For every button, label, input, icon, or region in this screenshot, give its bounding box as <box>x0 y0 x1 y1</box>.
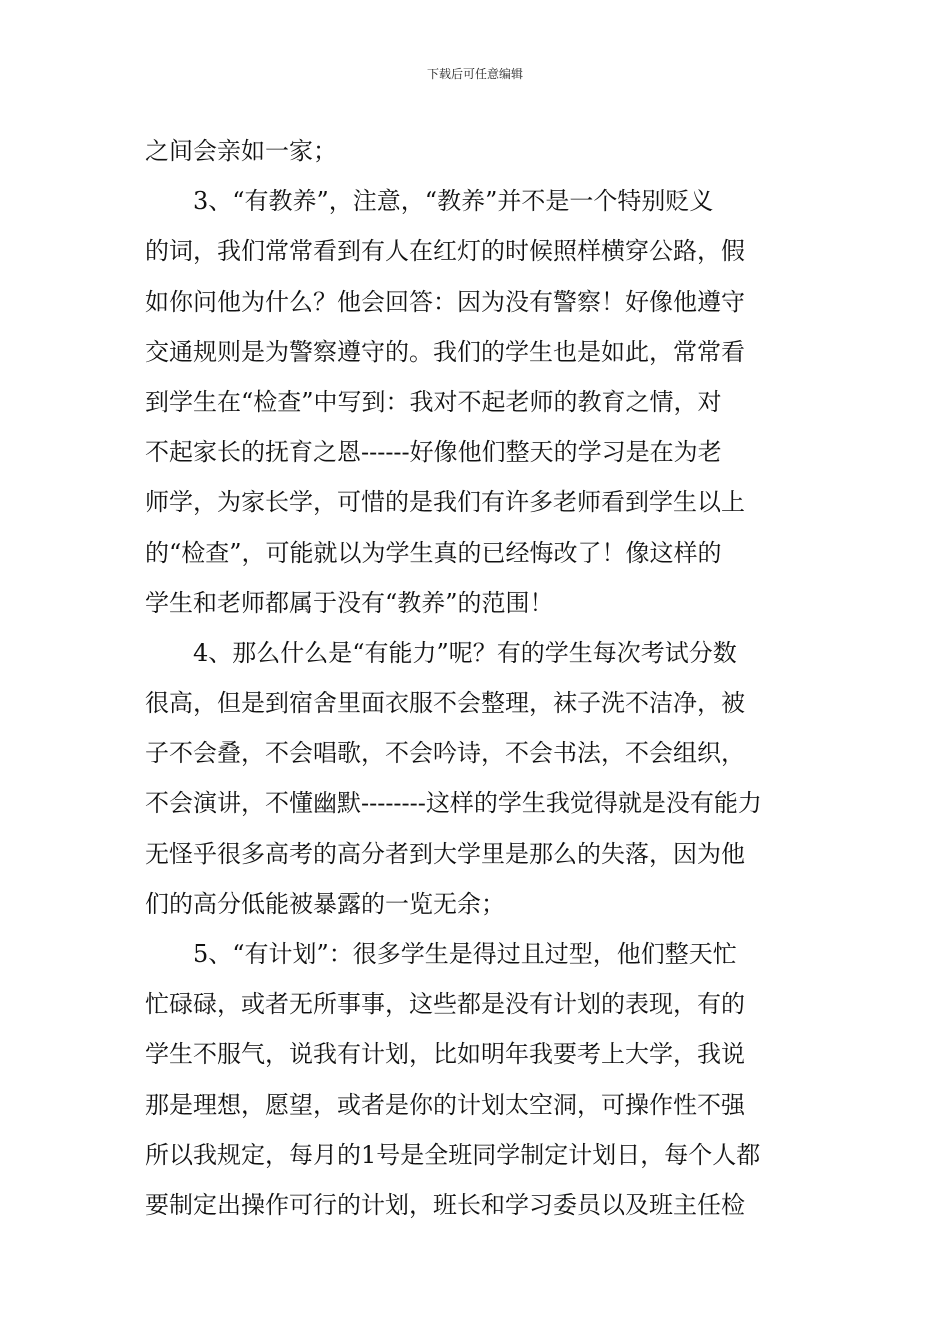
text-line: 子不会叠，不会唱歌，不会吟诗，不会书法，不会组织， <box>145 739 745 768</box>
text-line: 们的高分低能被暴露的一览无余； <box>145 889 505 918</box>
text-line: 师学，为家长学，可惜的是我们有许多老师看到学生以上 <box>145 488 745 517</box>
text-line: 之间会亲如一家； <box>145 137 337 165</box>
text-line: 忙碌碌，或者无所事事，这些都是没有计划的表现，有的 <box>145 990 745 1019</box>
text-line: 不起家长的抚育之恩------好像他们整天的学习是在为老 <box>145 438 722 467</box>
page-header: 下载后可任意编辑 <box>426 67 523 81</box>
text-line: 学生和老师都属于没有“教养”的范围！ <box>145 588 554 617</box>
text-line: 交通规则是为警察遵守的。我们的学生也是如此，常常看 <box>145 337 745 366</box>
text-line: 学生不服气，说我有计划，比如明年我要考上大学，我说 <box>145 1040 745 1069</box>
text-line: 要制定出操作可行的计划，班长和学习委员以及班主任检 <box>145 1190 745 1219</box>
text-line: 很高，但是到宿舍里面衣服不会整理，袜子洗不洁净，被 <box>145 689 745 718</box>
document-body <box>145 126 810 1230</box>
text-line: 所以我规定，每月的1号是全班同学制定计划日，每个人都 <box>145 1140 761 1169</box>
text-line: 无怪乎很多高考的高分者到大学里是那么的失落，因为他 <box>145 839 745 868</box>
text-line: 的词，我们常常看到有人在红灯的时候照样横穿公路，假 <box>145 237 745 266</box>
text-line: 那是理想，愿望，或者是你的计划太空洞，可操作性不强 <box>145 1090 745 1119</box>
text-line: 不会演讲，不懂幽默--------这样的学生我觉得就是没有能力 <box>145 789 762 818</box>
paragraph-start-line: 5、“有计划”：很多学生是得过且过型，他们整天忙 <box>193 940 737 968</box>
paragraph-start-line: 3、“有教养”，注意，“教养”并不是一个特别贬义 <box>193 187 714 216</box>
text-line: 到学生在“检查”中写到：我对不起老师的教育之情，对 <box>145 387 722 416</box>
text-line: 如你问他为什么？他会回答：因为没有警察！好像他遵守 <box>145 287 745 316</box>
text-line: 的“检查”，可能就以为学生真的已经悔改了！像这样的 <box>145 538 722 567</box>
paragraph-start-line: 4、那么什么是“有能力”呢？有的学生每次考试分数 <box>193 638 737 667</box>
